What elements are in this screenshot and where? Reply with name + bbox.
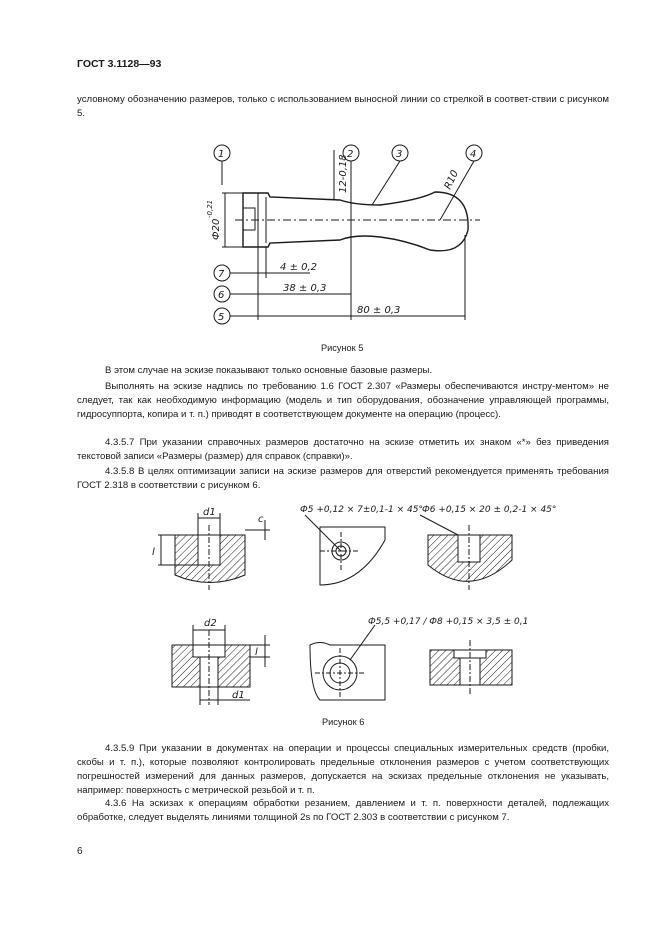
label-top-right: Ф6 +0,15 × 20 ± 0,2-1 × 45°	[422, 505, 557, 515]
callout-5: 5	[218, 312, 225, 323]
dim-d6: 38 ± 0,3	[283, 283, 327, 294]
paragraph-3: 4.3.5.7 При указании справочных размеров достаточно на эскизе отметить их знаком «*» без приведения текстовой записи «Размеры (размер) для справок (справки)».	[77, 437, 609, 462]
figure-6-caption: Рисунок 6	[322, 717, 365, 727]
label-top-middle: Ф5 +0,12 × 7±0,1-1 × 45°	[300, 505, 423, 515]
callout-3: 3	[396, 149, 403, 160]
label-bottom: Ф5,5 +0,17 / Ф8 +0,15 × 3,5 ± 0,1	[368, 617, 529, 627]
label-d2: d2	[204, 618, 217, 629]
dim-neck: 12-0,18	[338, 154, 349, 193]
figure-5-drawing	[200, 140, 500, 330]
label-d1-bottom: d1	[232, 690, 245, 701]
figure-5-caption: Рисунок 5	[321, 343, 364, 353]
callout-4: 4	[470, 149, 477, 160]
callout-2: 2	[347, 149, 354, 160]
dim-dia-tol: -0,21	[206, 199, 214, 218]
page-number: 6	[77, 846, 83, 857]
paragraph-6: 4.3.6 На эскизах к операциям обработки резанием, давлением и т. п. поверхности деталей, подлежащих обработке, следует выделять линиями толщиной 2s по ГОСТ 2.303 в соответствии с рисунком 7.	[77, 798, 609, 823]
paragraph-4: 4.3.5.8 В целях оптимизации записи на эскизе размеров для отверстий рекомендуется применять требования ГОСТ 2.318 в соответствии с рисунком 6.	[77, 466, 609, 491]
paragraph-2: Выполнять на эскизе надпись по требованию 1.6 ГОСТ 2.307 «Размеры обеспечиваются инстру-ментом» не следует, так как необходимую информацию (модель и тип оборудования, обозначение управляющей программы, гидросуппорта, копира и т. п.) приводят в соответствующем документе на операцию (процесс).	[77, 381, 609, 420]
intro-paragraph: условному обозначению размеров, только с использованием выносной линии со стрелкой в соответ-ствии с рисунком 5.	[77, 94, 609, 119]
callout-7: 7	[218, 269, 225, 280]
callout-6: 6	[218, 290, 225, 301]
dim-d7: 4 ± 0,2	[280, 262, 318, 273]
document-header: ГОСТ 3.1128—93	[77, 58, 162, 70]
label-l-top: l	[152, 547, 155, 558]
dim-dia: Ф20	[211, 218, 222, 240]
figure-6-drawing	[150, 495, 557, 710]
dim-d5: 80 ± 0,3	[357, 305, 401, 316]
label-d1-top: d1	[203, 507, 216, 518]
label-l-bottom: l	[255, 647, 258, 658]
dim-radius: R10	[442, 168, 462, 192]
label-c-top: c	[258, 514, 264, 525]
paragraph-1: В этом случае на эскизе показывают только основные базовые размеры.	[105, 365, 433, 376]
paragraph-5: 4.3.5.9 При указании в документах на операции и процессы специальных измерительных средств (пробки, скобы и т. п.), которые позволяют контролировать предельные отклонения размеров с учетом соответствующих погрешностей измерений для данных размеров, допускается на эскизах предельные отклонения не указывать, например: поверхность с метрической резьбой и т. п.	[77, 743, 609, 796]
callout-1: 1	[218, 149, 225, 160]
